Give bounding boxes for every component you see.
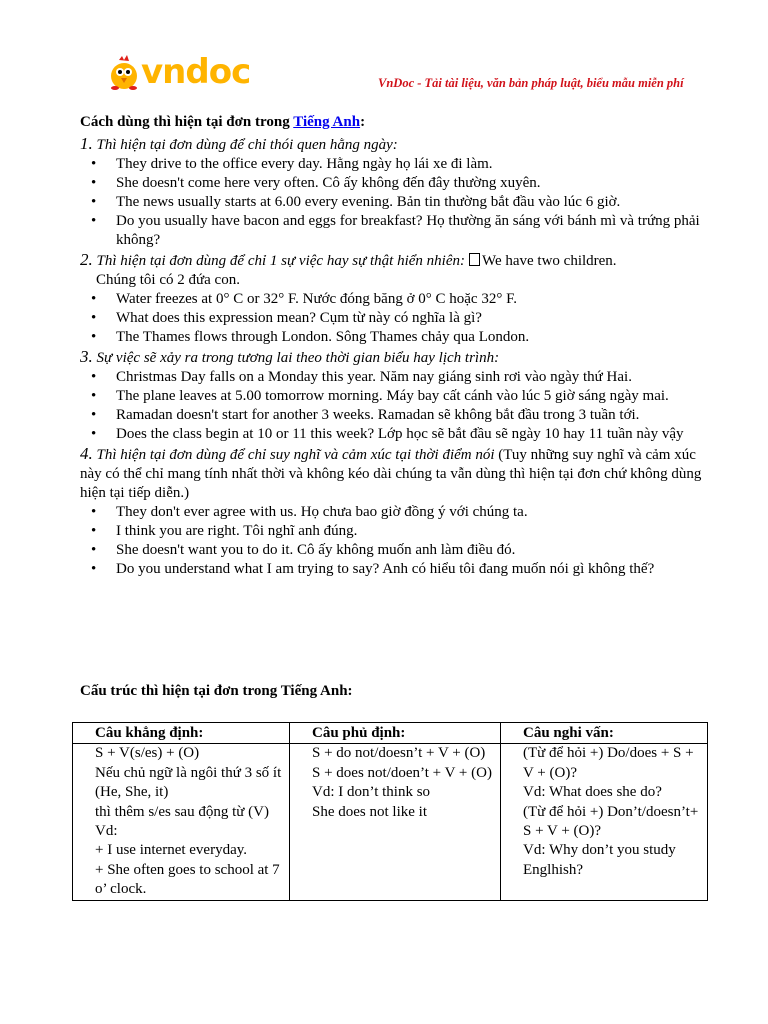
affirmative-cell bbox=[73, 744, 290, 900]
list-item: • The plane leaves at 5.00 tomorrow morning. Máy bay cất cánh vào lúc 5 giờ sáng ngày mai. bbox=[91, 388, 669, 404]
cell-line: (Từ để hỏi +) Do/does + S + bbox=[523, 745, 694, 762]
cell-line: She does not like it bbox=[312, 803, 427, 820]
list-item: • They drive to the office every day. Hằng ngày họ lái xe đi làm. bbox=[91, 156, 493, 172]
list-item: • The Thames flows through London. Sông Thames chảy qua London. bbox=[91, 329, 530, 345]
list-item: • Do you usually have bacon and eggs for breakfast? Họ thường ăn sáng với bánh mì và trứng phải không? bbox=[91, 213, 700, 248]
title-suffix: : bbox=[360, 114, 366, 130]
cell-line: S + V + (O)? bbox=[523, 823, 602, 840]
page-title bbox=[80, 112, 710, 132]
section-heading-tail: (Tuy những suy nghĩ và cảm xúc này có thể chỉ mang tính nhất thời và không kéo dài chúng ta vẫn dùng thì hiện tại đơn chứ không dùng hiện tại tiếp diễn.) bbox=[80, 447, 702, 501]
section-2-heading-continuation: Chúng tôi có 2 đứa con. bbox=[96, 272, 240, 288]
interrogative-cell bbox=[501, 744, 708, 900]
cell-line: + She often goes to school at 7 o’ clock. bbox=[95, 861, 280, 898]
cell-line: (Từ để hỏi +) Don’t/doesn’t+ bbox=[523, 803, 699, 820]
section-2-list bbox=[80, 290, 710, 347]
section-1-list bbox=[80, 155, 710, 250]
section-number: 3. bbox=[80, 347, 93, 366]
cell-line: Vd: What does she do? bbox=[523, 784, 662, 801]
column-header-affirmative: Câu khẳng định: bbox=[73, 723, 290, 744]
list-item: • They don't ever agree with us. Họ chưa bao giờ đồng ý với chúng ta. bbox=[91, 504, 528, 520]
list-item: • She doesn't want you to do it. Cô ấy không muốn anh làm điều đó. bbox=[91, 542, 516, 558]
section-4-list bbox=[80, 503, 710, 579]
list-item: • She doesn't come here very often. Cô ấy không đến đây thường xuyên. bbox=[91, 175, 541, 191]
table-header-row bbox=[73, 723, 708, 744]
section-heading-text: Sự việc sẽ xảy ra trong tương lai theo thời gian biểu hay lịch trình: bbox=[96, 350, 500, 366]
vndoc-logo[interactable] bbox=[105, 52, 251, 94]
site-tagline: VnDoc - Tải tài liệu, văn bản pháp luật, biểu mẫu miễn phí bbox=[378, 76, 684, 90]
title-prefix: Cách dùng thì hiện tại đơn trong bbox=[80, 114, 294, 130]
tieng-anh-link[interactable]: Tiếng Anh bbox=[293, 114, 361, 130]
cell-line: Vd: Why don’t you study Englhish? bbox=[523, 842, 676, 878]
cell-line: Vd: bbox=[95, 823, 118, 840]
list-item: • Do you understand what I am trying to say? Anh có hiểu tôi đang muốn nói gì không thế? bbox=[91, 561, 655, 577]
list-item: • The news usually starts at 6.00 every evening. Bản tin thường bắt đầu vào lúc 6 giờ. bbox=[91, 194, 621, 210]
section-2-heading bbox=[80, 250, 710, 271]
list-item: • Water freezes at 0° C or 32° F. Nước đóng băng ở 0° C hoặc 32° F. bbox=[91, 291, 517, 307]
cell-line: + I use internet everyday. bbox=[95, 842, 248, 859]
table-row bbox=[73, 744, 708, 900]
cell-line: thì thêm s/es sau động từ (V) bbox=[95, 803, 269, 820]
brand-name: vndoc bbox=[141, 52, 251, 92]
section-heading-text: Thì hiện tại đơn dùng để chỉ thói quen hằng ngày: bbox=[96, 137, 398, 153]
section-1-heading bbox=[80, 134, 710, 155]
checkbox-glyph-icon bbox=[469, 253, 480, 266]
list-item: • What does this expression mean? Cụm từ này có nghĩa là gì? bbox=[91, 310, 482, 326]
section-heading-text: Thì hiện tại đơn dùng để chỉ suy nghĩ và cảm xúc tại thời điểm nói bbox=[96, 447, 495, 463]
cell-line: S + does not/doen’t + V + (O) bbox=[312, 764, 492, 781]
negative-cell bbox=[290, 744, 501, 900]
section-heading-text: Thì hiện tại đơn dùng để chỉ 1 sự việc hay sự thật hiển nhiên: bbox=[96, 253, 465, 269]
cell-line: S + V(s/es) + (O) bbox=[95, 745, 200, 762]
cell-line: S + do not/doesn’t + V + (O) bbox=[312, 745, 486, 762]
list-item: • Christmas Day falls on a Monday this year. Năm nay giáng sinh rơi vào ngày thứ Hai. bbox=[91, 369, 632, 385]
section-number: 4. bbox=[80, 444, 93, 463]
structure-title: Cấu trúc thì hiện tại đơn trong Tiếng Anh: bbox=[80, 683, 353, 699]
list-item: • Ramadan doesn't start for another 3 weeks. Ramadan sẽ không bắt đầu trong 3 tuần tới. bbox=[91, 407, 640, 423]
column-header-interrogative: Câu nghi vấn: bbox=[501, 723, 708, 744]
section-number: 1. bbox=[80, 134, 93, 153]
list-item: • I think you are right. Tôi nghĩ anh đúng. bbox=[91, 523, 358, 539]
section-heading-tail: We have two children. bbox=[481, 253, 617, 269]
cell-line: Nếu chủ ngữ là ngôi thứ 3 số ít (He, She, it) bbox=[95, 764, 282, 801]
list-item: • Does the class begin at 10 or 11 this week? Lớp học sẽ bắt đầu sẽ ngày 10 hay 11 tuần này vậy bbox=[91, 426, 684, 442]
structure-table bbox=[72, 722, 708, 901]
chicken-mascot-icon bbox=[105, 54, 143, 92]
section-number: 2. bbox=[80, 250, 93, 269]
document-body bbox=[80, 112, 710, 579]
cell-line: Vd: I don’t think so bbox=[312, 784, 431, 801]
cell-line: V + (O)? bbox=[523, 764, 578, 781]
section-4-heading bbox=[80, 444, 710, 503]
column-header-negative: Câu phủ định: bbox=[290, 723, 501, 744]
section-3-list bbox=[80, 368, 710, 444]
section-3-heading bbox=[80, 347, 710, 368]
